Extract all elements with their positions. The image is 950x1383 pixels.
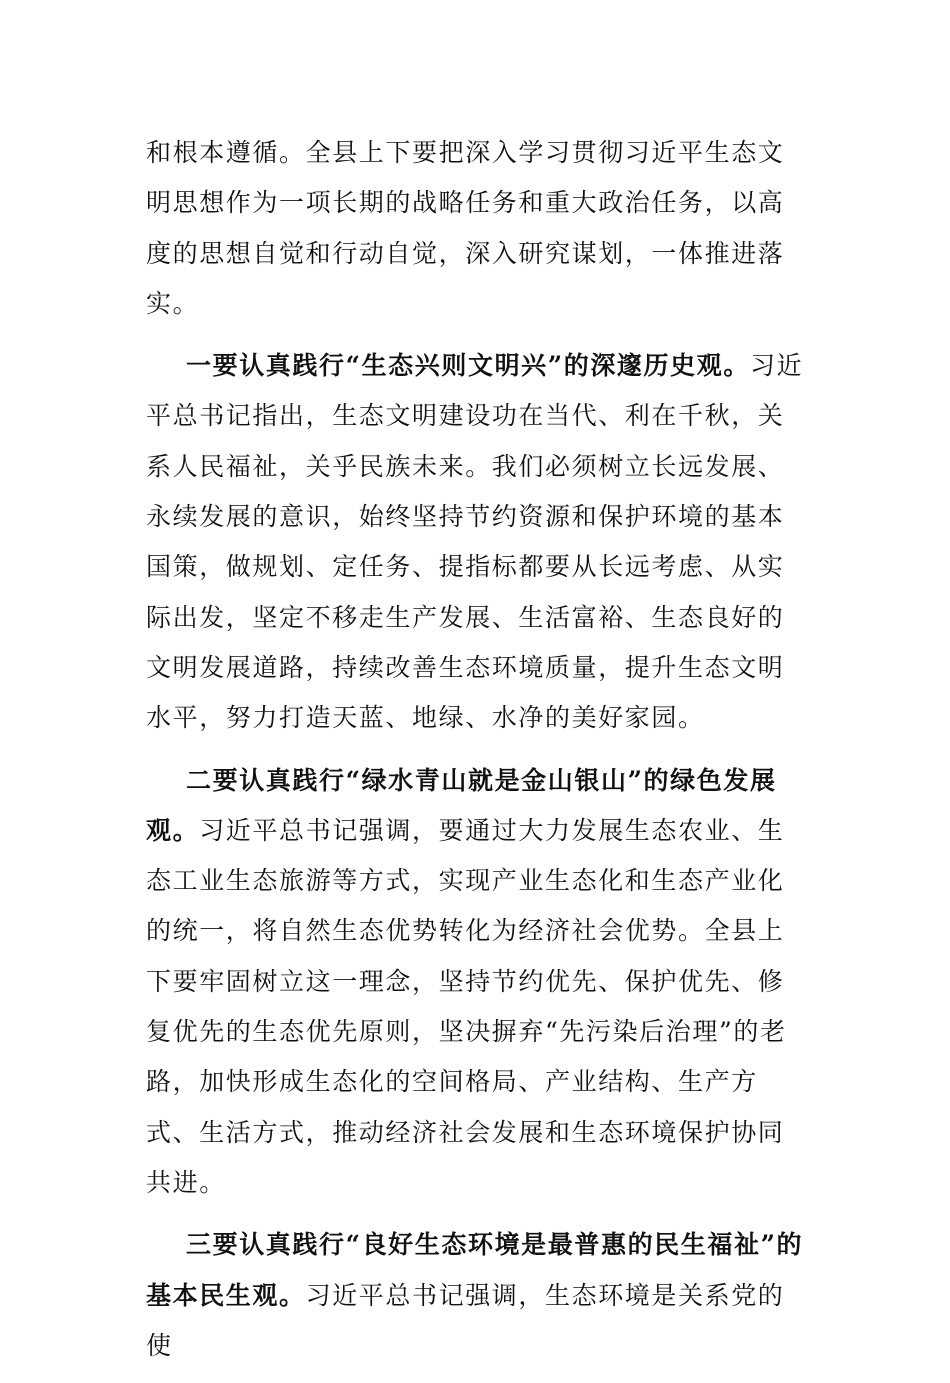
paragraph-3	[146, 756, 806, 1209]
paragraph-2-heading: 一要认真践行“生态兴则文明兴”的深邃历史观。	[186, 351, 750, 381]
paragraph-3-text: 习近平总书记强调，要通过大力发展生态农业、生态工业生态旅游等方式，实现产业生态化和生态产业化的统一，将自然生态优势转化为经济社会优势。全县上下要牢固树立这一理念，坚持节约优先、保护优先、修复优先的生态优先原则，坚决摒弃“先污染后治理”的老路，加快形成生态化的空间格局、产业结构、生产方式、生活方式，推动经济社会发展和生态环境保护协同共进。	[146, 815, 787, 1197]
paragraph-4-heading: 三要认真践行“良好生态环境是最普惠的民生福祉”的基本民生观。	[146, 1230, 804, 1310]
document-body	[146, 128, 806, 1383]
paragraph-1-text: 和根本遵循。全县上下要把深入学习贯彻习近平生态文明思想作为一项长期的战略任务和重大政治任务，以高度的思想自觉和行动自觉，深入研究谋划，一体推进落实。	[146, 138, 785, 318]
paragraph-1	[146, 128, 806, 329]
paragraph-4-text: 习近平总书记强调，生态环境是关系党的使	[146, 1280, 785, 1360]
paragraph-3-heading: 二要认真践行“绿水青山就是金山银山”的绿色发展观。	[146, 765, 777, 845]
paragraph-4	[146, 1220, 806, 1371]
paragraph-2	[146, 341, 806, 743]
paragraph-2-text: 习近平总书记指出，生态文明建设功在当代、利在千秋，关系人民福祉，关乎民族未来。我们必须树立长远发展、永续发展的意识，始终坚持节约资源和保护环境的基本国策，做规划、定任务、提指标都要从长远考虑、从实际出发，坚定不移走生产发展、生活富裕、生态良好的文明发展道路，持续改善生态环境质量，提升生态文明水平，努力打造天蓝、地绿、水净的美好家园。	[146, 351, 804, 733]
